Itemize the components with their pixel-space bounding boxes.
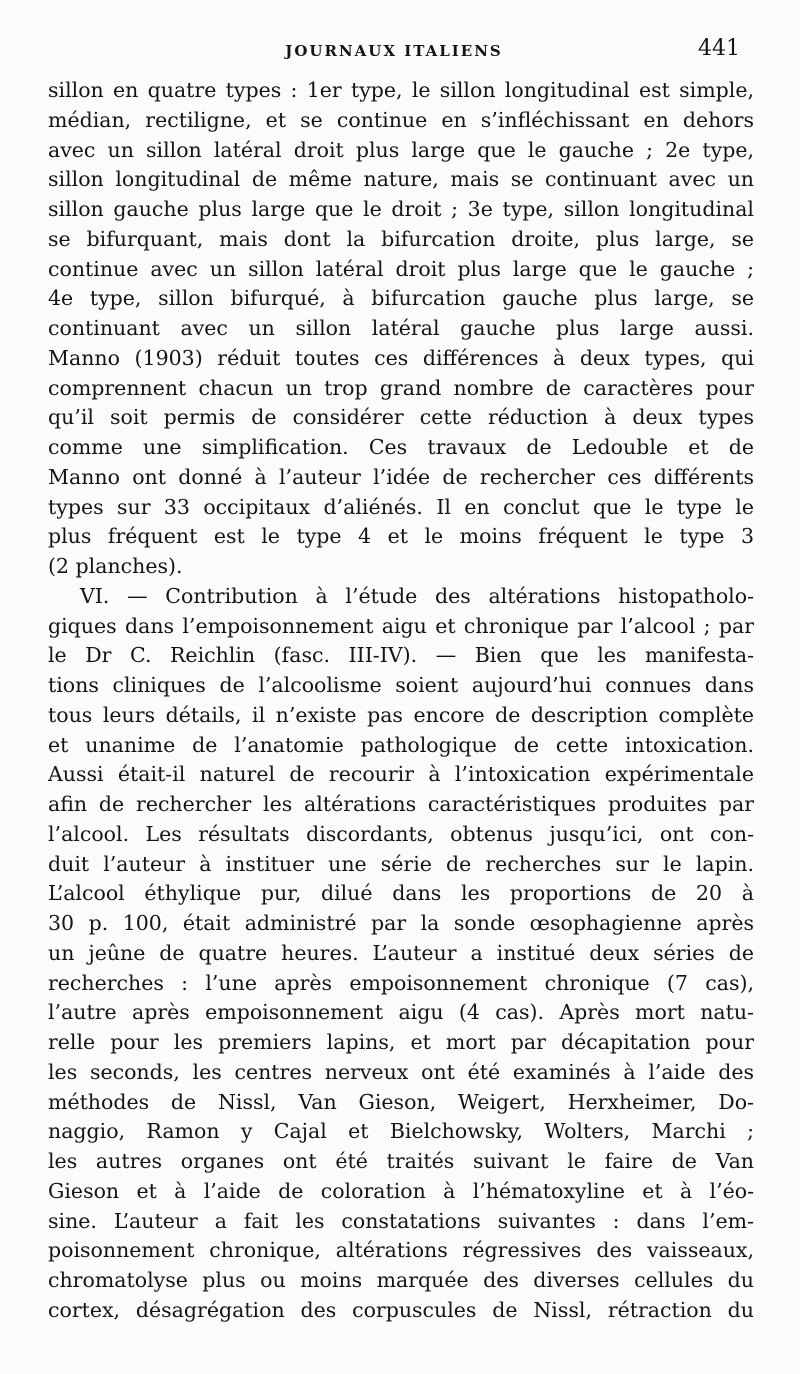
text-line: comprennent chacun un trop grand nombre de caractères pour xyxy=(48,375,754,400)
section-heading-line: VI. — Contribution à l’étude des altérations histopatholo- xyxy=(80,583,754,608)
text-line: poisonnement chronique, altérations régressives des vaisseaux, xyxy=(48,1238,754,1263)
text-line: tous leurs détails, il n’existe pas encore de description complète xyxy=(48,702,754,727)
text-line: avec un sillon latéral droit plus large que le gauche ; 2e type, xyxy=(48,137,754,162)
text-line: le Dr C. Reichlin (fasc. III-IV). — Bien que les manifesta- xyxy=(48,643,754,668)
text-line: relle pour les premiers lapins, et mort par décapitation pour xyxy=(48,1030,754,1054)
text-line: Aussi était-il naturel de recourir à l’intoxication expérimentale xyxy=(48,762,754,787)
text-line: sillon gauche plus large que le droit ; 3e type, sillon longitudinal xyxy=(48,197,754,221)
text-line: plus fréquent est le type 4 et le moins fréquent le type 3 xyxy=(48,524,754,549)
text-line: les autres organes ont été traités suivant le faire de Van xyxy=(48,1149,754,1173)
text-line: continue avec un sillon latéral droit plus large que le gauche ; xyxy=(48,256,754,281)
running-title: JOURNAUX ITALIENS xyxy=(285,42,503,60)
text-line: recherches : l’une après empoisonnement chronique (7 cas), xyxy=(48,970,754,995)
text-line: 4e type, sillon bifurqué, à bifurcation gauche plus large, se xyxy=(48,286,754,311)
text-line: les seconds, les centres nerveux ont été examinés à l’aide des xyxy=(48,1059,754,1084)
text-line: l’alcool. Les résultats discordants, obtenus jusqu’ici, ont con- xyxy=(48,821,754,846)
text-line: Manno (1903) réduit toutes ces différences à deux types, qui xyxy=(48,345,754,370)
text-line: 30 p. 100, était administré par la sonde œsophagienne après xyxy=(48,911,754,935)
text-line: méthodes de Nissl, Van Gieson, Weigert, Herxheimer, Do- xyxy=(48,1089,754,1114)
text-line: afin de rechercher les altérations caractéristiques produites par xyxy=(48,792,754,816)
text-line: L’alcool éthylique pur, dilué dans les proportions de 20 à xyxy=(48,881,754,906)
text-line: continuant avec un sillon latéral gauche plus large aussi. xyxy=(48,316,754,340)
text-line: sillon longitudinal de même nature, mais se continuant avec un xyxy=(48,167,754,192)
text-line: qu’il soit permis de considérer cette réduction à deux types xyxy=(48,405,754,430)
text-line: un jeûne de quatre heures. L’auteur a institué deux séries de xyxy=(48,940,754,965)
text-line: sillon en quatre types : 1er type, le sillon longitudinal est simple, xyxy=(48,78,754,102)
text-line: giques dans l’empoisonnement aigu et chronique par l’alcool ; par xyxy=(48,613,754,638)
text-line: et unanime de l’anatomie pathologique de cette intoxication. xyxy=(48,732,754,757)
text-line: tions cliniques de l’alcoolisme soient aujourd’hui connues dans xyxy=(48,673,754,697)
text-line: Manno ont donné à l’auteur l’idée de rechercher ces différents xyxy=(48,464,754,489)
page-number: 441 xyxy=(698,36,740,61)
text-line: cortex, désagrégation des corpuscules de Nissl, rétraction du xyxy=(48,1297,754,1322)
text-line: chromatolyse plus ou moins marquée des diverses cellules du xyxy=(48,1268,754,1292)
text-line: se bifurquant, mais dont la bifurcation droite, plus large, se xyxy=(48,226,754,251)
text-line: naggio, Ramon y Cajal et Bielchowsky, Wolters, Marchi ; xyxy=(48,1119,754,1144)
text-line: comme une simplification. Ces travaux de Ledouble et de xyxy=(48,435,754,459)
text-line: sine. L’auteur a fait les constatations suivantes : dans l’em- xyxy=(48,1208,754,1233)
running-head xyxy=(48,36,740,68)
body-text xyxy=(48,76,754,1326)
text-line: Gieson et à l’aide de coloration à l’hématoxyline et à l’éo- xyxy=(48,1178,754,1203)
text-line: (2 planches). xyxy=(48,554,183,578)
text-line: types sur 33 occipitaux d’aliénés. Il en conclut que le type le xyxy=(48,494,754,519)
text-line: duit l’auteur à instituer une série de recherches sur le lapin. xyxy=(48,851,754,876)
text-line: médian, rectiligne, et se continue en s’infléchissant en dehors xyxy=(48,107,754,132)
text-line: l’autre après empoisonnement aigu (4 cas). Après mort natu- xyxy=(48,1000,754,1025)
